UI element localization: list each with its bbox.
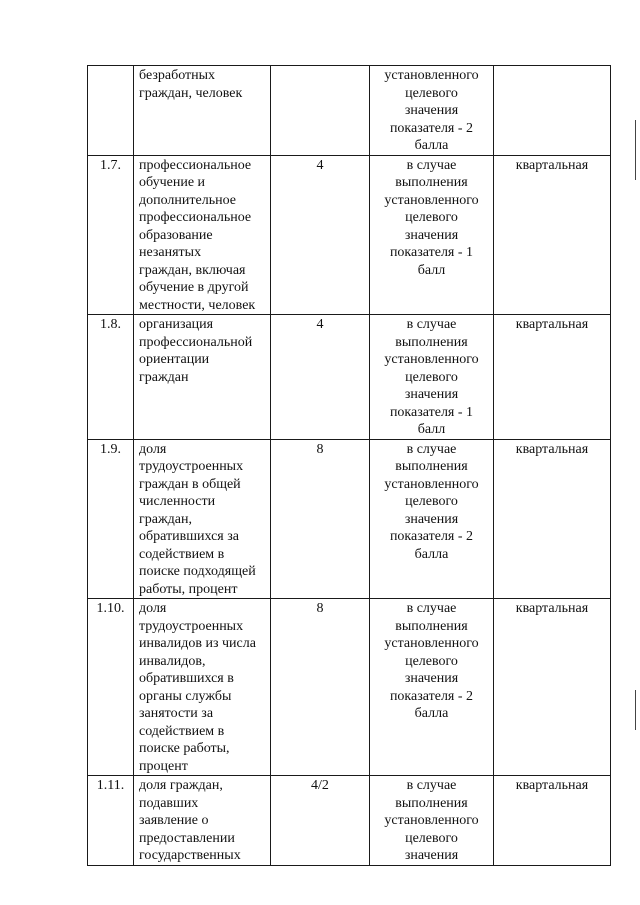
condition-line: значения	[404, 227, 459, 243]
condition-cell	[370, 66, 494, 156]
condition-line: установленного	[384, 68, 479, 83]
indicator-name-line: занятости за	[139, 706, 214, 721]
periodicity-cell	[494, 315, 611, 440]
table-row	[88, 439, 611, 599]
condition-line: значения	[404, 387, 459, 402]
condition-line: показателя - 1	[389, 404, 474, 420]
indicator-name-line: государственных	[139, 848, 241, 863]
condition-line: значения	[404, 671, 459, 686]
indicator-name-line: граждан в общей	[139, 476, 241, 492]
condition-line: установленного	[384, 352, 479, 367]
indicator-value-cell	[271, 155, 370, 315]
row-number: 1.7.	[100, 157, 121, 173]
indicator-value-cell	[271, 66, 370, 156]
condition-line: установленного	[384, 813, 479, 828]
indicator-name-cell	[134, 439, 271, 599]
condition-cell	[370, 155, 494, 315]
condition-cell	[370, 315, 494, 440]
condition-line: целевого	[405, 653, 458, 669]
condition-line: в случае	[406, 441, 457, 457]
condition-line: выполнения	[395, 334, 468, 350]
periodicity-cell	[494, 66, 611, 156]
table-row	[88, 66, 611, 156]
condition-line: показателя - 2	[389, 688, 474, 704]
indicator-name-line: местности, человек	[139, 297, 256, 313]
indicator-name-line: образование	[139, 227, 213, 243]
condition-line: целевого	[405, 494, 458, 509]
periodicity: квартальная	[515, 157, 589, 173]
indicator-name-line: численности	[139, 494, 216, 509]
condition-cell	[370, 599, 494, 776]
condition-line: балл	[417, 262, 446, 278]
indicator-value: 8	[316, 601, 324, 616]
row-number: 1.11.	[96, 778, 125, 793]
condition-cell	[370, 439, 494, 599]
indicator-name-line: подавших	[139, 795, 199, 811]
periodicity: квартальная	[515, 601, 589, 616]
periodicity-cell	[494, 599, 611, 776]
condition-line: целевого	[405, 210, 458, 225]
table-row	[88, 776, 611, 866]
indicator-name-line: обучение в другой	[139, 280, 249, 295]
indicator-name-line: органы службы	[139, 688, 232, 704]
indicator-value-cell	[271, 315, 370, 440]
row-number-cell	[88, 599, 134, 776]
condition-line: в случае	[406, 157, 457, 173]
periodicity-cell	[494, 439, 611, 599]
indicator-name-line: граждан	[139, 369, 189, 385]
indicator-name-line: инвалидов из числа	[139, 636, 256, 651]
condition-line: целевого	[405, 830, 458, 846]
table-row	[88, 155, 611, 315]
indicator-name-line: профессиональное	[139, 210, 252, 225]
condition-line: показателя - 2	[389, 120, 474, 136]
indicator-name-line: безработных	[139, 68, 216, 83]
indicator-name-line: заявление о	[139, 813, 209, 828]
condition-cell	[370, 776, 494, 866]
row-number: 1.9.	[100, 441, 121, 457]
scan-edge-mark	[635, 120, 636, 180]
indicator-name-line: инвалидов,	[139, 653, 206, 669]
periodicity-cell	[494, 155, 611, 315]
condition-line: целевого	[405, 369, 458, 385]
indicator-name-line: ориентации	[139, 352, 210, 367]
indicator-name-cell	[134, 66, 271, 156]
indicator-name-line: доля	[139, 601, 167, 616]
indicator-name-line: граждан,	[139, 511, 192, 527]
condition-line: балла	[414, 546, 449, 562]
indicator-name-line: содействием в	[139, 723, 225, 739]
condition-line: установленного	[384, 636, 479, 651]
indicator-name-line: трудоустроенных	[139, 618, 244, 634]
row-number-cell	[88, 776, 134, 866]
indicator-value: 4/2	[311, 778, 329, 793]
indicator-name-line: доля граждан,	[139, 778, 223, 793]
condition-line: значения	[404, 848, 459, 863]
indicator-name-cell	[134, 315, 271, 440]
condition-line: в случае	[406, 317, 457, 332]
row-number-cell	[88, 439, 134, 599]
condition-line: целевого	[405, 85, 458, 101]
indicators-table	[87, 65, 611, 866]
indicator-name-line: обратившихся в	[139, 671, 234, 686]
periodicity: квартальная	[515, 778, 589, 793]
condition-line: балла	[414, 138, 449, 153]
row-number-cell	[88, 315, 134, 440]
indicator-value-cell	[271, 439, 370, 599]
periodicity-cell	[494, 776, 611, 866]
indicator-name-cell	[134, 599, 271, 776]
indicator-name-line: предоставлении	[139, 830, 235, 846]
scan-edge-mark	[635, 690, 636, 730]
indicator-name-line: содействием в	[139, 546, 225, 562]
condition-line: выполнения	[395, 795, 468, 811]
row-number: 1.8.	[100, 317, 121, 332]
condition-line: показателя - 1	[389, 245, 474, 260]
condition-line: выполнения	[395, 459, 468, 474]
indicator-name-line: организация	[139, 317, 214, 332]
condition-line: значения	[404, 103, 459, 118]
indicator-name-line: трудоустроенных	[139, 459, 244, 474]
indicator-name-line: профессиональной	[139, 334, 253, 350]
indicator-name-line: процент	[139, 758, 188, 774]
indicator-value: 8	[316, 441, 324, 457]
condition-line: выполнения	[395, 175, 468, 190]
indicator-name-line: дополнительное	[139, 192, 236, 208]
indicator-name-line: поиске работы,	[139, 741, 230, 756]
indicator-value: 4	[316, 317, 324, 332]
row-number: 1.10.	[96, 601, 125, 616]
condition-line: балл	[417, 422, 446, 437]
condition-line: установленного	[384, 192, 479, 208]
indicator-value-cell	[271, 599, 370, 776]
periodicity: квартальная	[515, 317, 589, 332]
table-row	[88, 315, 611, 440]
indicator-name-line: профессиональное	[139, 157, 252, 173]
indicator-name-line: обратившихся за	[139, 529, 239, 544]
condition-line: значения	[404, 511, 459, 527]
row-number-cell	[88, 155, 134, 315]
condition-line: установленного	[384, 476, 479, 492]
condition-line: в случае	[406, 601, 457, 616]
indicator-value-cell	[271, 776, 370, 866]
row-number-cell	[88, 66, 134, 156]
indicator-name-line: незанятых	[139, 245, 202, 260]
table-row	[88, 599, 611, 776]
condition-line: показателя - 2	[389, 529, 474, 544]
indicator-name-line: граждан, человек	[139, 85, 243, 101]
indicator-value: 4	[316, 157, 324, 173]
indicator-name-cell	[134, 776, 271, 866]
indicator-name-line: доля	[139, 441, 167, 457]
indicator-name-line: граждан, включая	[139, 262, 246, 278]
condition-line: выполнения	[395, 618, 468, 634]
indicator-name-line: поиске подходящей	[139, 564, 256, 579]
periodicity: квартальная	[515, 441, 589, 457]
indicator-name-line: обучение и	[139, 175, 206, 190]
indicator-name-line: работы, процент	[139, 581, 238, 597]
indicator-name-cell	[134, 155, 271, 315]
condition-line: балла	[414, 706, 449, 721]
condition-line: в случае	[406, 778, 457, 793]
